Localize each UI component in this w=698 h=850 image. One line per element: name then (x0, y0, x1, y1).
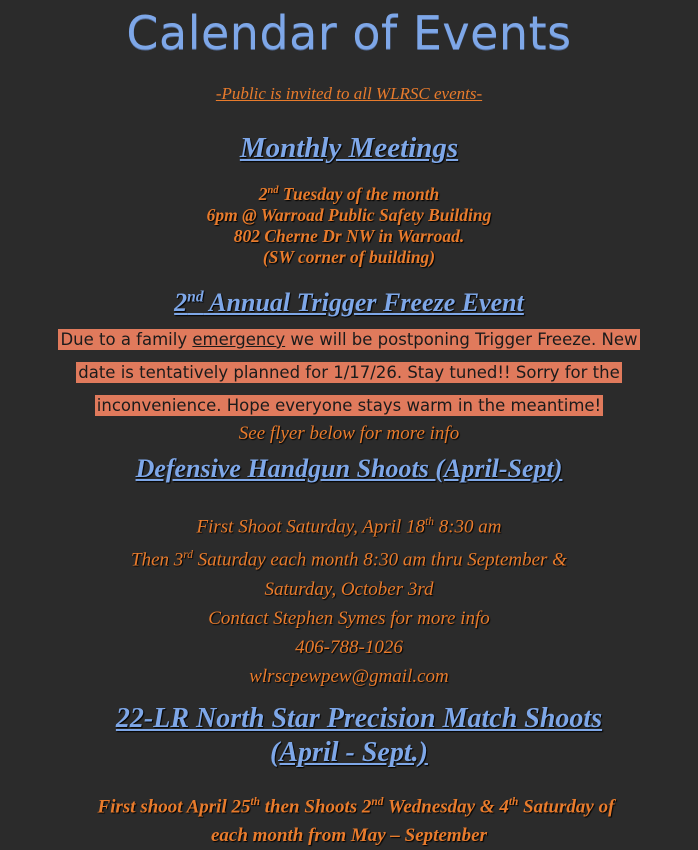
handgun-line-6: wlrscpewpew@gmail.com (249, 665, 449, 687)
handgun-line-1-sup: th (425, 516, 434, 528)
handgun-line-1-post: 8:30 am (433, 516, 502, 538)
meetings-line-1-sup: nd (267, 185, 279, 196)
precision-heading-line-2: (April - Sept.) (270, 737, 428, 768)
monthly-meetings-details (0, 180, 698, 268)
precision-line-1-d: Saturday of (518, 796, 615, 818)
meetings-line-1 (0, 180, 698, 205)
trigger-heading-post: Annual Trigger Freeze Event (203, 288, 524, 317)
notice-line-2 (0, 356, 698, 389)
handgun-line-1-pre: First Shoot Saturday, April 18 (196, 516, 426, 538)
meetings-line-1-post: Tuesday of the month (278, 183, 440, 204)
meetings-line-2: 6pm @ Warroad Public Safety Building (206, 204, 492, 225)
handgun-line-2-post: Saturday each month 8:30 am thru September & (193, 549, 567, 571)
precision-line-1-c: Wednesday & 4 (383, 796, 509, 818)
handgun-line-2-pre: Then 3 (131, 549, 184, 571)
monthly-meetings-heading: Monthly Meetings (239, 132, 459, 164)
meetings-line-1-pre: 2 (258, 183, 268, 204)
tagline: -Public is invited to all WLRSC events- (215, 84, 483, 103)
trigger-heading-pre: 2 (174, 288, 188, 317)
handgun-heading: Defensive Handgun Shoots (April-Sept) (135, 454, 563, 483)
precision-heading (0, 702, 698, 770)
handgun-line-2-sup: rd (183, 549, 193, 562)
handgun-details (0, 508, 698, 691)
handgun-line-4: Contact Stephen Symes for more info (208, 607, 490, 629)
flyer-note: See flyer below for more info (238, 423, 460, 444)
precision-line-2: each month from May – September (210, 825, 488, 847)
notice-line-3-text: inconvenience. Hope everyone stays warm in the meantime! (96, 396, 602, 415)
notice-line-1-emphasis: emergency (192, 330, 286, 349)
trigger-freeze-heading (0, 288, 698, 318)
notice-line-1 (0, 323, 698, 356)
meetings-line-4: (SW corner of building) (262, 246, 436, 267)
notice-line-2-text: date is tentatively planned for 1/17/26. Stay tuned!! Sorry for the (78, 363, 620, 382)
precision-line-1-sup-2: nd (371, 796, 384, 808)
postponement-notice (0, 323, 698, 422)
precision-line-1-a: First shoot April 25 (97, 796, 251, 818)
precision-heading-line-1: 22-LR North Star Precision Match Shoots (115, 703, 603, 734)
precision-line-1-b: then Shoots 2 (259, 796, 372, 818)
precision-details (0, 788, 698, 850)
meetings-line-3: 802 Cherne Dr NW in Warroad. (233, 225, 465, 246)
notice-line-3 (0, 389, 698, 422)
precision-line-1-sup-1: th (250, 796, 260, 808)
handgun-line-1 (0, 508, 698, 541)
trigger-heading-sup: nd (187, 288, 204, 306)
handgun-line-3: Saturday, October 3rd (264, 578, 434, 600)
notice-line-1-pre: Due to a family (60, 330, 193, 349)
precision-line-1-sup-3: th (508, 796, 519, 808)
handgun-line-5: 406-788-1026 (295, 636, 403, 658)
handgun-line-2 (0, 541, 698, 574)
precision-line-1 (0, 788, 698, 821)
notice-line-1-post: we will be postponing Trigger Freeze. New (285, 330, 638, 349)
page-title: Calendar of Events (126, 6, 572, 60)
